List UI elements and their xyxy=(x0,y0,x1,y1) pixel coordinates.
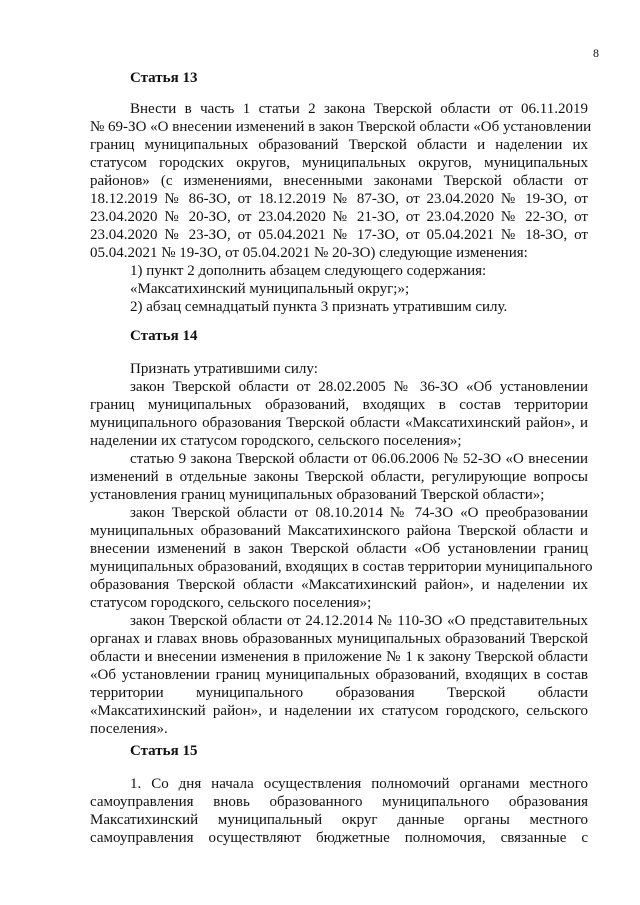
text-line: «Максатихинский муниципальный округ;»; xyxy=(130,281,410,297)
text-line: 05.04.2021 № 19-ЗО, от 05.04.2021 № 20-ЗО) следующие изменения: xyxy=(90,245,528,261)
text-line: 1. Со дня начала осуществления полномочий органами местного xyxy=(130,776,588,792)
text-line: границ муниципальных образований Тверской области и наделении их xyxy=(90,137,588,153)
text-line: наделении их статусом городского, сельского поселения»; xyxy=(90,433,462,449)
text-line: закон Тверской области от 24.12.2014 № 110-ЗО «О представительных xyxy=(130,613,588,629)
text-line: области и внесении изменения в приложение № 1 к закону Тверской области xyxy=(90,649,588,665)
article-15-body xyxy=(90,775,588,847)
text-line: 23.04.2020 № 20-ЗО, от 23.04.2020 № 21-ЗО, от 23.04.2020 № 22-ЗО, от xyxy=(90,209,588,225)
text-line: статью 9 закона Тверской области от 06.06.2006 № 52-ЗО «О внесении xyxy=(130,451,588,467)
text-line: Максатихинский муниципальный округ данные органы местного xyxy=(90,812,588,828)
text-line: изменений в отдельные законы Тверской области, регулирующие вопросы xyxy=(90,469,588,485)
text-line: 18.12.2019 № 86-ЗО, от 18.12.2019 № 87-ЗО, от 23.04.2020 № 19-ЗО, от xyxy=(90,191,588,207)
text-line: 2) абзац семнадцатый пункта 3 признать утратившим силу. xyxy=(130,299,508,315)
text-line: органах и главах вновь образованных муниципальных образований Тверской xyxy=(90,631,588,647)
text-line: 23.04.2020 № 23-ЗО, от 05.04.2021 № 17-ЗО, от 05.04.2021 № 18-ЗО, от xyxy=(90,227,588,243)
text-line: закон Тверской области от 28.02.2005 № 36-ЗО «Об установлении xyxy=(130,379,588,395)
text-line: поселения». xyxy=(90,721,168,737)
text-line: статусом городских округов, муниципальных округов, муниципальных xyxy=(90,155,588,171)
text-line: статусом городского, сельского поселения»; xyxy=(90,595,372,611)
text-line: 1) пункт 2 дополнить абзацем следующего содержания: xyxy=(130,263,487,279)
text-line: закон Тверской области от 08.10.2014 № 74-ЗО «О преобразовании xyxy=(130,505,588,521)
text-line: «Максатихинский район», и наделении их статусом городского, сельского xyxy=(90,703,588,719)
text-line: муниципального образования Тверской области «Максатихинский район», и xyxy=(90,415,588,431)
article-15-heading: Статья 15 xyxy=(130,743,198,759)
text-line: «Об установлении границ муниципальных образований, входящих в состав xyxy=(90,667,588,683)
text-line: № 69-ЗО «О внесении изменений в закон Тверской области «Об установлении xyxy=(90,119,592,135)
text-line: муниципальных образований Максатихинского района Тверской области и xyxy=(90,523,588,539)
article-14-heading: Статья 14 xyxy=(130,328,198,344)
text-line: установления границ муниципальных образований Тверской области»; xyxy=(90,487,545,503)
page-number: 8 xyxy=(593,46,599,60)
text-line: самоуправления вновь образованного муниципального образования xyxy=(90,794,588,810)
text-line: границ муниципальных образований, входящих в состав территории xyxy=(90,397,588,413)
text-line: Признать утратившими силу: xyxy=(130,361,318,377)
text-line: самоуправления осуществляют бюджетные полномочия, связанные с xyxy=(90,830,588,846)
text-line: муниципальных образований, входящих в состав территории муниципального xyxy=(90,559,593,575)
article-13-body xyxy=(90,100,592,316)
text-line: Внести в часть 1 статьи 2 закона Тверской области от 06.11.2019 xyxy=(130,101,588,117)
text-line: образования Тверской области «Максатихинский район», и наделении их xyxy=(90,577,588,593)
article-14-body xyxy=(90,360,593,738)
text-line: районов» (с изменениями, внесенными законами Тверской области от xyxy=(90,173,588,189)
text-line: внесении изменений в закон Тверской области «Об установлении границ xyxy=(90,541,588,557)
text-line: территории муниципального образования Тверской области xyxy=(90,685,588,701)
article-13-heading: Статья 13 xyxy=(130,70,198,86)
